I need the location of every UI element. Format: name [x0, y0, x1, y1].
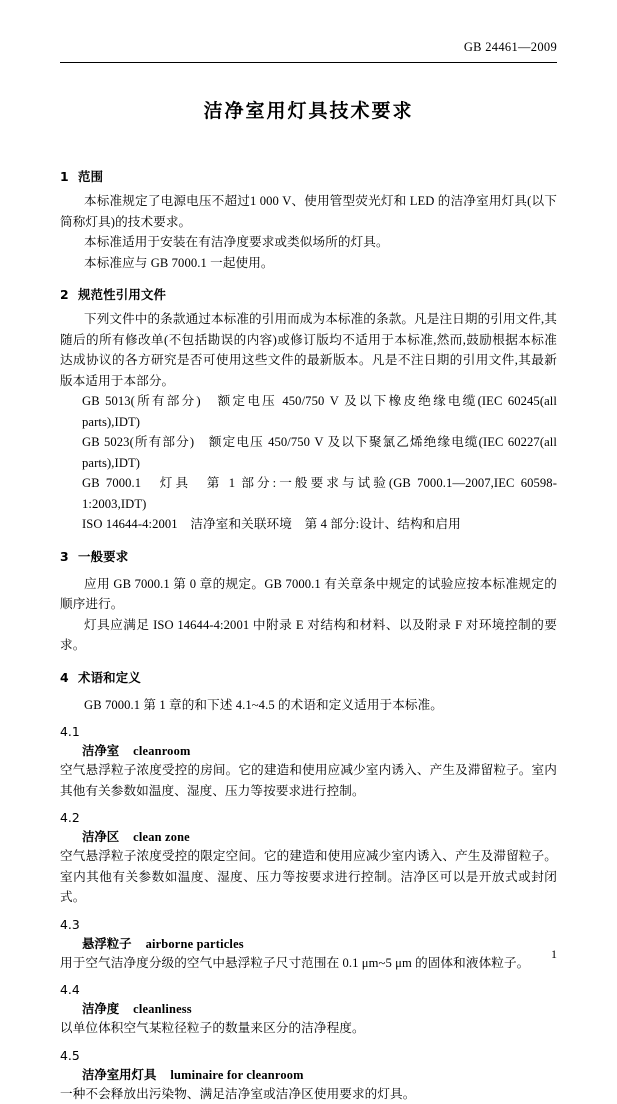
reference-item-1: GB 5013(所有部分) 额定电压 450/750 V 及以下橡皮绝缘电缆(IEC 60245(all parts),IDT) — [60, 391, 557, 432]
section-1-paragraph-2: 本标准适用于安装在有洁净度要求或类似场所的灯具。 — [60, 232, 557, 253]
term-heading-4-5 — [60, 1065, 557, 1083]
term-definition-4-4: 以单位体积空气某粒径粒子的数量来区分的洁净程度。 — [60, 1018, 557, 1039]
reference-item-2: GB 5023(所有部分) 额定电压 450/750 V 及以下聚氯乙烯绝缘电缆(IEC 60227(all parts),IDT) — [60, 432, 557, 473]
page-number: 1 — [551, 947, 557, 962]
section-number-4: 4 — [60, 670, 78, 685]
section-number-1: 1 — [60, 169, 78, 184]
term-en-4-5: luminaire for cleanroom — [156, 1068, 303, 1082]
term-heading-4-1 — [60, 741, 557, 759]
term-definition-4-2: 空气悬浮粒子浓度受控的限定空间。它的建造和使用应减少室内诱入、产生及滞留粒子。室内其他有关参数如温度、湿度、压力等按要求进行控制。洁净区可以是开放式或封闭式。 — [60, 846, 557, 908]
term-number-4-1: 4.1 — [60, 724, 557, 739]
term-number-4-2: 4.2 — [60, 810, 557, 825]
section-heading-2 — [60, 285, 557, 303]
page-title: 洁净室用灯具技术要求 — [0, 96, 617, 123]
term-heading-4-3 — [60, 934, 557, 952]
term-cn-4-1: 洁净室 — [82, 743, 119, 758]
term-heading-4-2 — [60, 827, 557, 845]
term-en-4-3: airborne particles — [132, 937, 244, 951]
document-body — [60, 155, 557, 1104]
section-title-4: 术语和定义 — [78, 670, 141, 685]
section-heading-4 — [60, 668, 557, 686]
reference-item-3: GB 7000.1 灯具 第 1 部分:一般要求与试验(GB 7000.1—2007,IEC 60598-1:2003,IDT) — [60, 473, 557, 514]
term-cn-4-5: 洁净室用灯具 — [82, 1067, 156, 1082]
header-divider — [60, 62, 557, 63]
term-number-4-3: 4.3 — [60, 917, 557, 932]
page-header-standard-code: GB 24461—2009 — [464, 40, 557, 55]
term-cn-4-4: 洁净度 — [82, 1001, 119, 1016]
term-definition-4-3: 用于空气洁净度分级的空气中悬浮粒子尺寸范围在 0.1 μm~5 μm 的固体和液体粒子。 — [60, 953, 557, 974]
term-heading-4-4 — [60, 999, 557, 1017]
term-number-4-4: 4.4 — [60, 982, 557, 997]
term-definition-4-5: 一种不会释放出污染物、满足洁净室或洁净区使用要求的灯具。 — [60, 1084, 557, 1104]
term-cn-4-2: 洁净区 — [82, 829, 119, 844]
section-2-paragraph-1: 下列文件中的条款通过本标准的引用而成为本标准的条款。凡是注日期的引用文件,其随后的所有修改单(不包括勘误的内容)或修订版均不适用于本标准,然而,鼓励根据本标准达成协议的各方研究是否可使用这些文件的最新版本。凡是不注日期的引用文件,其最新版本适用于本部分。 — [60, 309, 557, 391]
section-3-paragraph-2: 灯具应满足 ISO 14644-4:2001 中附录 E 对结构和材料、以及附录 F 对环境控制的要求。 — [60, 615, 557, 656]
reference-item-4: ISO 14644-4:2001 洁净室和关联环境 第 4 部分:设计、结构和启用 — [60, 514, 557, 535]
section-4-paragraph-1: GB 7000.1 第 1 章的和下述 4.1~4.5 的术语和定义适用于本标准。 — [60, 695, 557, 716]
section-1-paragraph-3: 本标准应与 GB 7000.1 一起使用。 — [60, 253, 557, 274]
term-en-4-4: cleanliness — [119, 1002, 192, 1016]
section-heading-3 — [60, 547, 557, 565]
term-definition-4-1: 空气悬浮粒子浓度受控的房间。它的建造和使用应减少室内诱入、产生及滞留粒子。室内其他有关参数如温度、湿度、压力等按要求进行控制。 — [60, 760, 557, 801]
term-en-4-2: clean zone — [119, 830, 190, 844]
section-3-paragraph-1: 应用 GB 7000.1 第 0 章的规定。GB 7000.1 有关章条中规定的试验应按本标准规定的顺序进行。 — [60, 574, 557, 615]
term-en-4-1: cleanroom — [119, 744, 190, 758]
section-number-2: 2 — [60, 287, 78, 302]
term-cn-4-3: 悬浮粒子 — [82, 936, 132, 951]
section-title-3: 一般要求 — [78, 549, 128, 564]
term-number-4-5: 4.5 — [60, 1048, 557, 1063]
section-heading-1 — [60, 167, 557, 185]
section-title-1: 范围 — [78, 169, 103, 184]
section-number-3: 3 — [60, 549, 78, 564]
section-title-2: 规范性引用文件 — [78, 287, 166, 302]
section-1-paragraph-1: 本标准规定了电源电压不超过1 000 V、使用管型荧光灯和 LED 的洁净室用灯具(以下简称灯具)的技术要求。 — [60, 191, 557, 232]
